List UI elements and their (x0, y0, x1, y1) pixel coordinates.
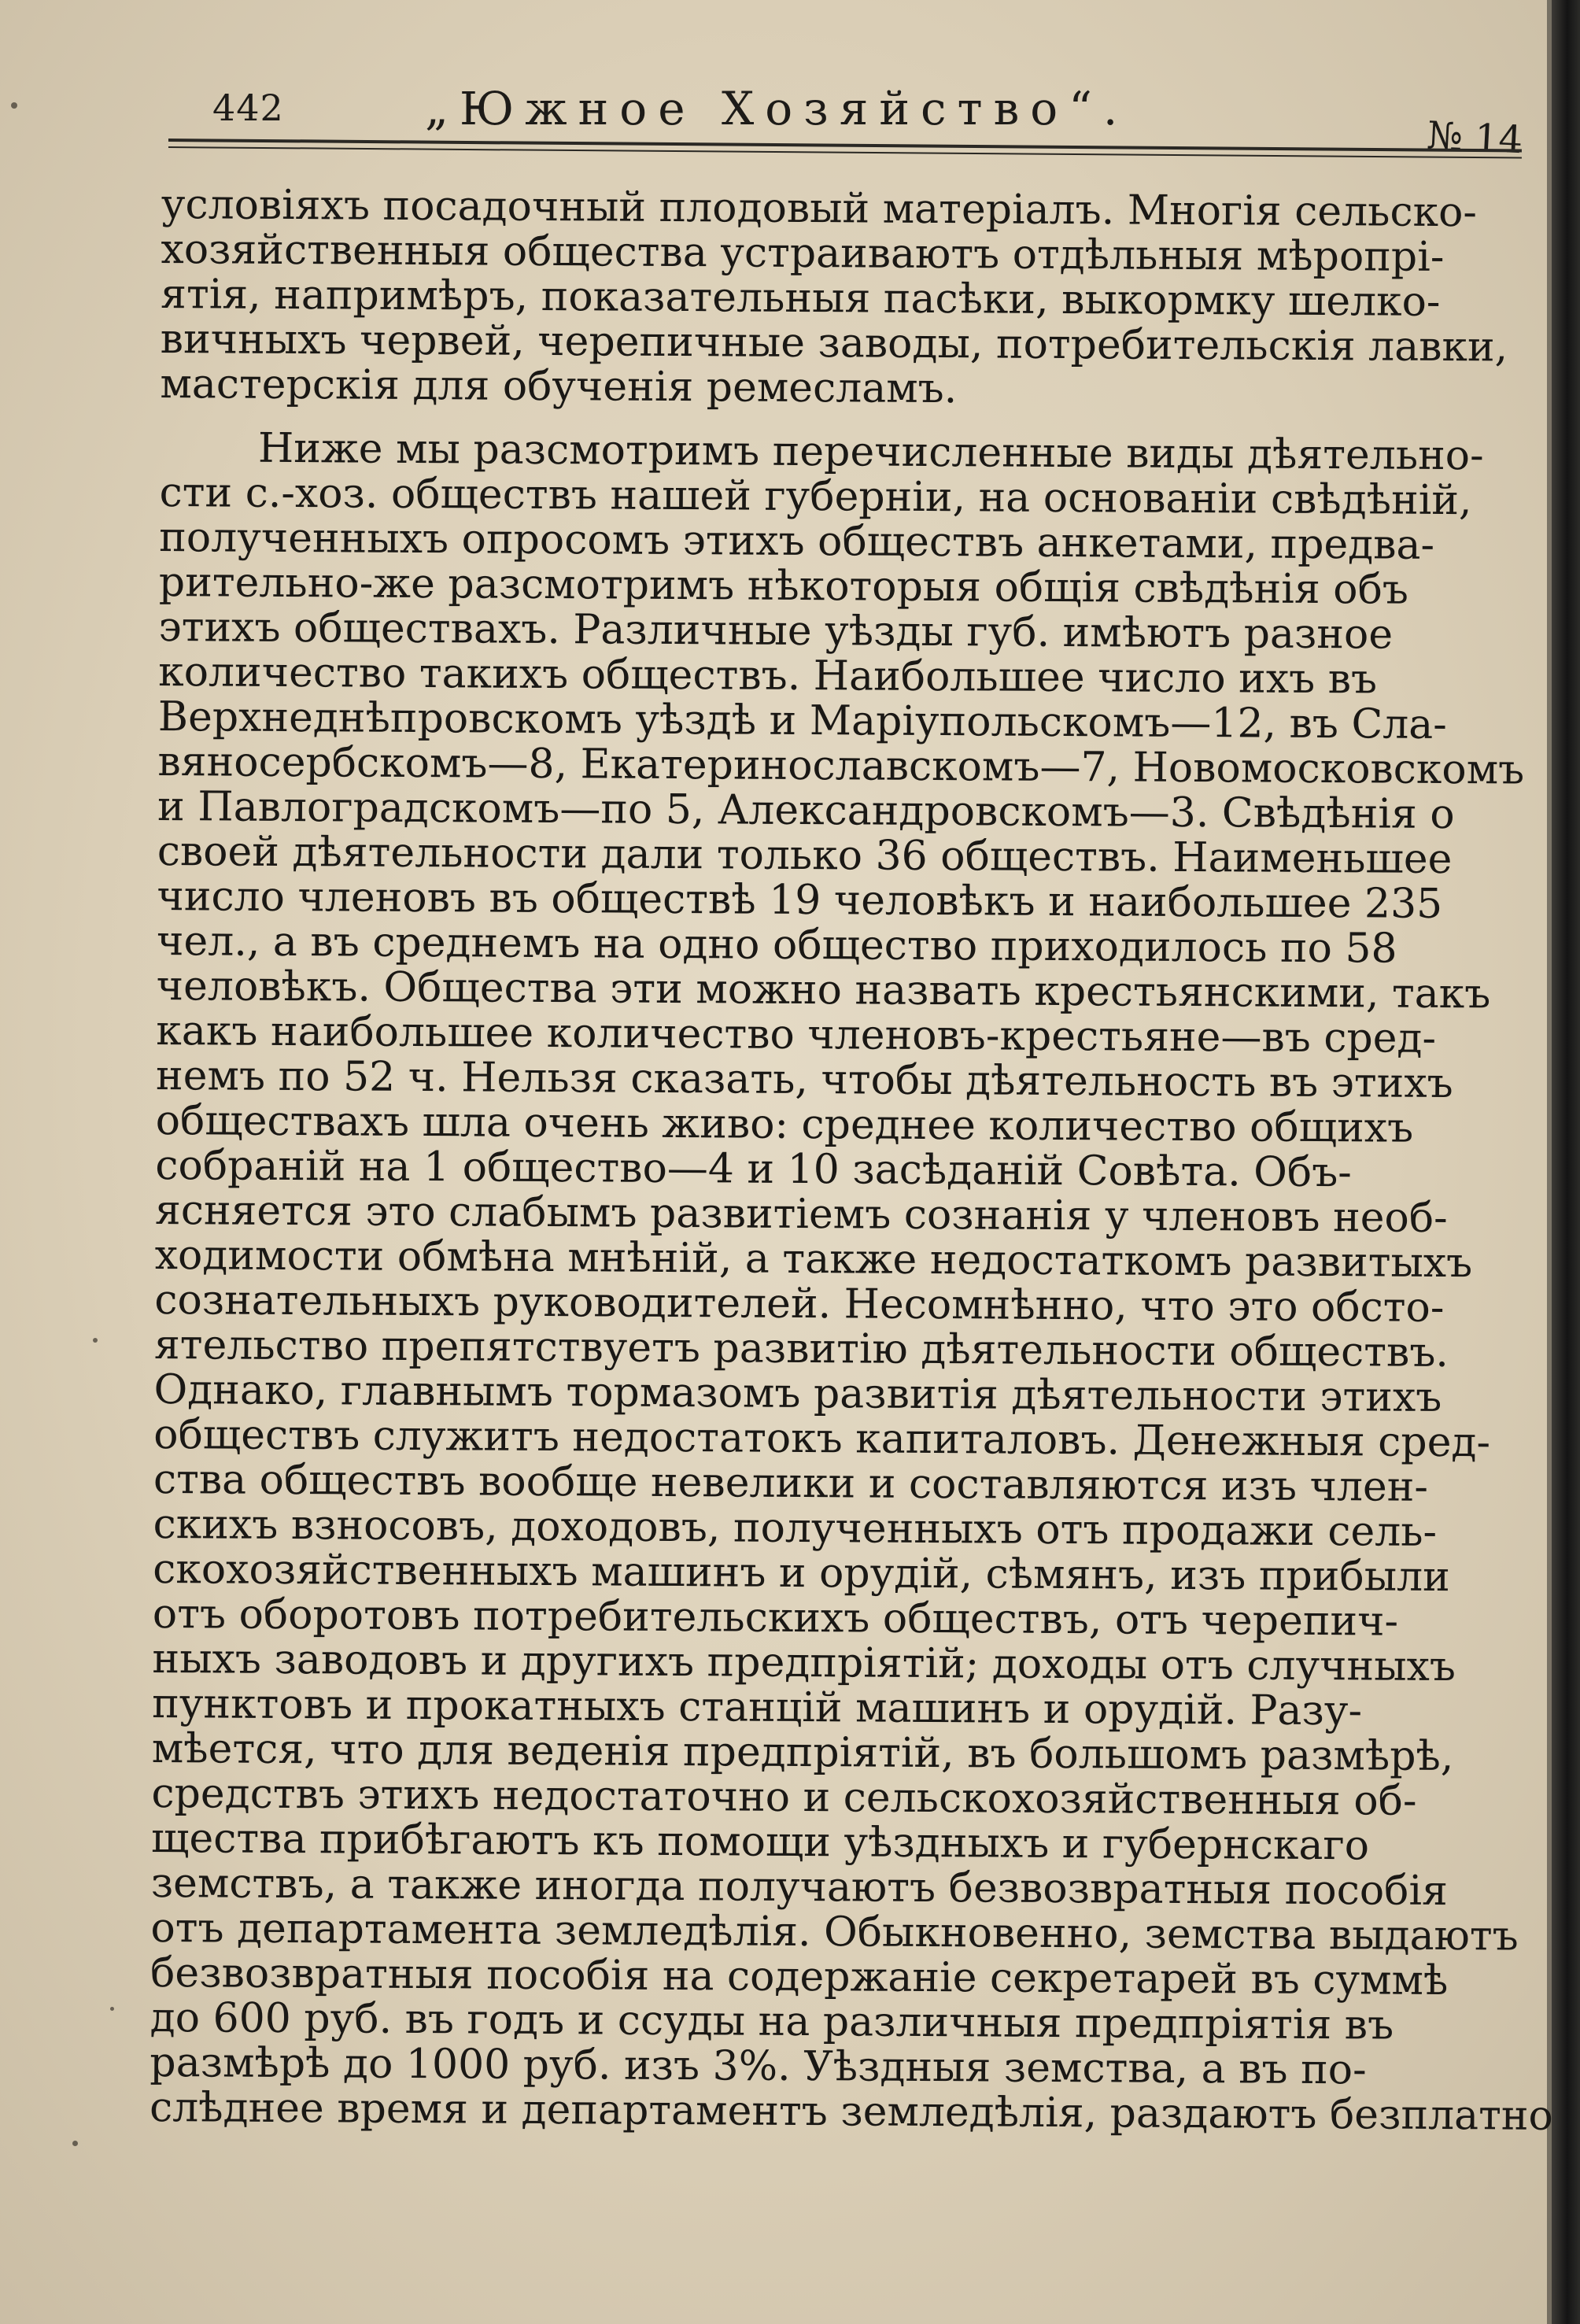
text-line: сти с.-хоз. обществъ нашей губерніи, на основаніи свѣдѣній, (159, 468, 1472, 525)
text-line: условіяхъ посадочный плодовый матеріалъ. Многія сельско- (161, 181, 1478, 237)
text-line: ныхъ заводовъ и другихъ предпріятій; доходы отъ случныхъ (152, 1635, 1456, 1691)
text-line: земствъ, а также иногда получаютъ безвозвратныя пособія (150, 1859, 1449, 1916)
text-line: хозяйственныя общества устраиваютъ отдѣльныя мѣропрі- (161, 225, 1445, 281)
text-line: рительно-же разсмотримъ нѣкоторыя общія свѣдѣнія объ (158, 558, 1409, 614)
paper-speck (72, 2141, 78, 2146)
text-line: ятія, напримѣръ, показательныя пасѣки, выкормку шелко- (160, 270, 1441, 326)
text-line: мастерскія для обученія ремесламъ. (160, 360, 958, 413)
text-line: отъ оборотовъ потребительскихъ обществъ, отъ черепич- (152, 1590, 1399, 1646)
text-line: ства обществъ вообще невелики и составляются изъ член- (153, 1455, 1429, 1511)
article-body (150, 183, 1566, 2139)
text-line: пунктовъ и прокатныхъ станцій машинъ и орудій. Разу- (152, 1679, 1363, 1735)
text-line: человѣкъ. Общества эти можно назвать крестьянскими, такъ (156, 962, 1491, 1018)
running-header (212, 79, 1542, 163)
text-line: какъ наибольшее количество членовъ-крестьяне—въ сред- (156, 1007, 1437, 1062)
text-line: ходимости обмѣна мнѣній, а также недостаткомъ развитыхъ (154, 1231, 1473, 1288)
text-line: безвозвратныя пособія на содержаніе секретарей въ суммѣ (150, 1949, 1449, 2005)
paragraph-first-line: Ниже мы разсмотримъ перечисленные виды дѣятельно- (257, 424, 1484, 480)
text-line: размѣрѣ до 1000 руб. изъ 3%. Уѣздныя земства, а въ по- (150, 2038, 1367, 2094)
text-line: до 600 руб. въ годъ и ссуды на различныя предпріятія въ (150, 1993, 1394, 2049)
text-line: собраній на 1 общество—4 и 10 засѣданій Совѣта. Объ- (155, 1141, 1353, 1197)
paper-speck (110, 2007, 114, 2011)
text-line: мѣется, что для веденія предпріятій, въ большомъ размѣрѣ, (151, 1724, 1454, 1781)
text-line: отъ департамента земледѣлія. Обыкновенно, земства выдаютъ (150, 1904, 1519, 1960)
paper-speck (11, 102, 17, 109)
text-line: количество такихъ обществъ. Наибольшее число ихъ въ (158, 648, 1378, 704)
text-line: полученныхъ опросомъ этихъ обществъ анкетами, предва- (159, 513, 1435, 569)
text-line: средствъ этихъ недостаточно и сельскохозяйственныя об- (151, 1769, 1417, 1825)
text-line: чел., а въ среднемъ на одно общество приходилось по 58 (156, 917, 1397, 973)
text-line: ятельство препятствуетъ развитію дѣятельности обществъ. (153, 1321, 1449, 1377)
text-line: своей дѣятельности дали только 36 обществъ. Наименьшее (157, 827, 1453, 884)
text-line: щества прибѣгаютъ къ помощи уѣздныхъ и губернскаго (150, 1814, 1370, 1870)
text-line: ясняется это слабымъ развитіемъ сознанія у членовъ необ- (154, 1186, 1448, 1243)
paper-speck (93, 1338, 98, 1343)
text-line: скохозяйственныхъ машинъ и орудій, сѣмянъ, изъ прибыли (153, 1545, 1450, 1602)
text-line: число членовъ въ обществѣ 19 человѣкъ и наибольшее 235 (157, 872, 1443, 928)
text-line: Верхнеднѣпровскомъ уѣздѣ и Маріупольскомъ—12, въ Сла- (157, 693, 1448, 748)
text-line: вичныхъ червей, черепичные заводы, потребительскія лавки, (160, 315, 1508, 371)
page-number: 442 (212, 87, 284, 129)
text-line: и Павлоградскомъ—по 5, Александровскомъ—3. Свѣдѣнія о (157, 782, 1455, 839)
text-line: скихъ взносовъ, доходовъ, полученныхъ отъ продажи сель- (153, 1500, 1438, 1556)
text-line: Однако, главнымъ тормазомъ развитія дѣятельности этихъ (153, 1365, 1442, 1421)
issue-number: № 14 (1426, 113, 1524, 163)
text-line: обществахъ шла очень живо: среднее количество общихъ (155, 1096, 1414, 1152)
text-line: немъ по 52 ч. Нельзя сказать, чтобы дѣятельность въ этихъ (155, 1051, 1453, 1108)
text-line: слѣднее время и департаментъ земледѣлія, раздаютъ безплатно (149, 2083, 1554, 2140)
text-line: обществъ служитъ недостатокъ капиталовъ. Денежныя сред- (153, 1410, 1491, 1467)
text-line: вяносербскомъ—8, Екатеринославскомъ—7, Новомосковскомъ (157, 737, 1525, 794)
journal-title: „Южное Хозяйство“. (425, 82, 1129, 135)
text-line: этихъ обществахъ. Различные уѣзды губ. имѣютъ разное (158, 603, 1394, 659)
text-line: сознательныхъ руководителей. Несомнѣнно, что это обсто- (154, 1276, 1445, 1332)
